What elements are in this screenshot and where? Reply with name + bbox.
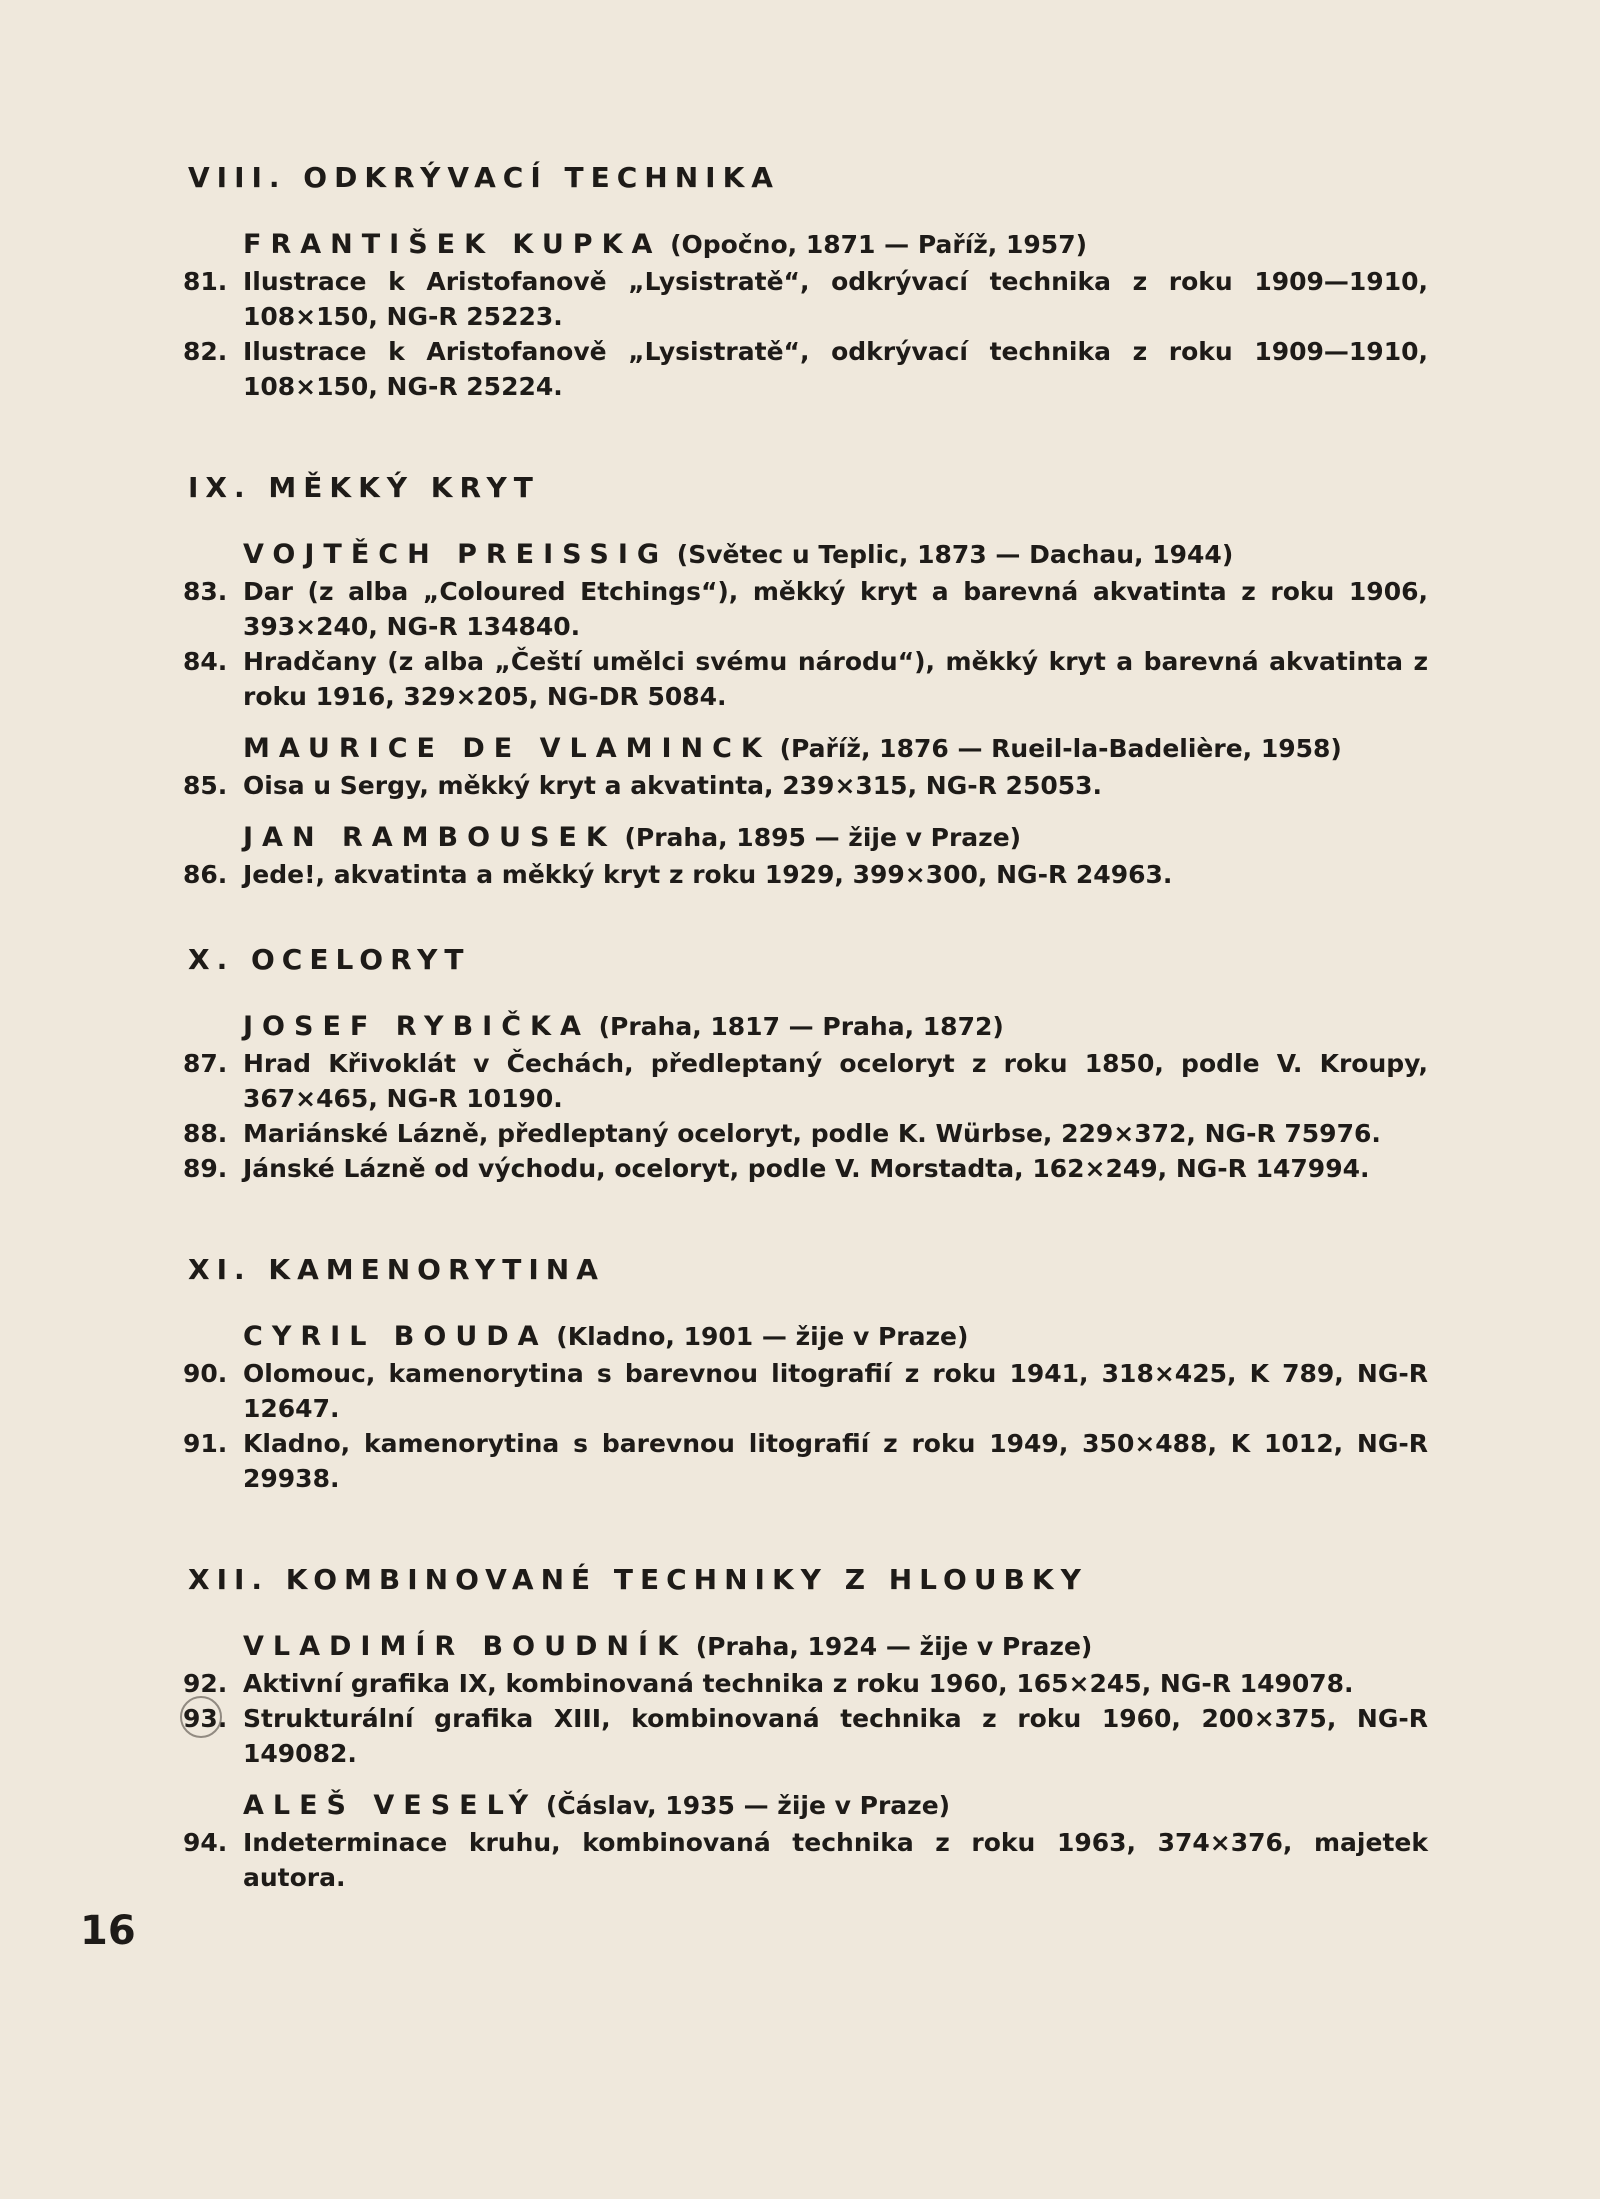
entry-number: 86. — [183, 860, 228, 889]
entry-text: Olomouc, kamenorytina s barevnou litografií z roku 1941, 318×425, K 789, NG-R 12647. — [243, 1359, 1428, 1423]
artist-name: FRANTIŠEK KUPKA — [243, 229, 662, 260]
entry-number: 92. — [183, 1669, 228, 1698]
artist-heading — [243, 1628, 1438, 1666]
artist-heading — [243, 730, 1438, 768]
artist-heading — [243, 1008, 1438, 1046]
entry-text: Dar (z alba „Coloured Etchings“), měkký kryt a barevná akvatinta z roku 1906, 393×240, NG-R 134840. — [243, 577, 1428, 641]
artist-name: CYRIL BOUDA — [243, 1321, 548, 1352]
entry-number: 84. — [183, 647, 228, 676]
catalog-entry — [183, 1151, 1428, 1186]
page-content — [183, 158, 1438, 1895]
catalog-entry — [183, 768, 1428, 803]
entry-number: 93. — [183, 1704, 228, 1733]
entry-number: 94. — [183, 1828, 228, 1857]
entry-text: Jede!, akvatinta a měkký kryt z roku 1929, 399×300, NG-R 24963. — [243, 860, 1173, 889]
section-viii — [183, 158, 1438, 404]
entry-text: Hradčany (z alba „Čeští umělci svému národu“), měkký kryt a barevná akvatinta z roku 1916, 329×205, NG-DR 5084. — [243, 647, 1428, 711]
entry-number: 82. — [183, 337, 228, 366]
artist-heading — [243, 1318, 1438, 1356]
artist-details: (Praha, 1895 — žije v Praze) — [624, 823, 1022, 852]
section-ix — [183, 468, 1438, 892]
section-heading: IX. MĚKKÝ KRYT — [188, 471, 540, 504]
entry-number: 89. — [183, 1154, 228, 1183]
section-xii — [183, 1560, 1438, 1895]
entry-number: 91. — [183, 1429, 228, 1458]
entry-text: Ilustrace k Aristofanově „Lysistratě“, odkrývací technika z roku 1909—1910, 108×150, NG-R 25224. — [243, 337, 1428, 401]
catalog-entry — [183, 334, 1428, 404]
entry-number: 85. — [183, 771, 228, 800]
catalog-entry — [183, 1046, 1428, 1116]
catalog-entry — [183, 644, 1428, 714]
section-xi — [183, 1250, 1438, 1496]
artist-details: (Světec u Teplic, 1873 — Dachau, 1944) — [676, 540, 1234, 569]
entry-number: 81. — [183, 267, 228, 296]
artist-name: VLADIMÍR BOUDNÍK — [243, 1631, 687, 1662]
catalog-entry — [183, 1356, 1428, 1426]
entry-text: Hrad Křivoklát v Čechách, předleptaný oceloryt z roku 1850, podle V. Kroupy, 367×465, NG-R 10190. — [243, 1049, 1428, 1113]
artist-name: ALEŠ VESELÝ — [243, 1790, 538, 1821]
entry-text: Jánské Lázně od východu, oceloryt, podle V. Morstadta, 162×249, NG-R 147994. — [243, 1154, 1370, 1183]
artist-details: (Opočno, 1871 — Paříž, 1957) — [670, 230, 1088, 259]
artist-heading — [243, 226, 1438, 264]
artist-name: JOSEF RYBIČKA — [243, 1011, 590, 1042]
pencil-circle-mark — [180, 1696, 222, 1738]
entry-text: Aktivní grafika IX, kombinovaná technika z roku 1960, 165×245, NG-R 149078. — [243, 1669, 1354, 1698]
entry-text: Oisa u Sergy, měkký kryt a akvatinta, 239×315, NG-R 25053. — [243, 771, 1103, 800]
section-heading: VIII. ODKRÝVACÍ TECHNIKA — [188, 161, 780, 194]
entry-number: 90. — [183, 1359, 228, 1388]
page-number: 16 — [80, 1908, 136, 1954]
catalog-entry — [183, 1426, 1428, 1496]
artist-details: (Praha, 1924 — žije v Praze) — [695, 1632, 1093, 1661]
artist-details: (Paříž, 1876 — Rueil-la-Badelière, 1958) — [779, 734, 1342, 763]
entry-number: 88. — [183, 1119, 228, 1148]
artist-name: VOJTĚCH PREISSIG — [243, 539, 669, 570]
section-heading: XII. KOMBINOVANÉ TECHNIKY Z HLOUBKY — [188, 1563, 1088, 1596]
section-heading: X. OCELORYT — [188, 943, 471, 976]
artist-details: (Praha, 1817 — Praha, 1872) — [598, 1012, 1004, 1041]
artist-details: (Čáslav, 1935 — žije v Praze) — [545, 1791, 951, 1820]
section-heading: XI. KAMENORYTINA — [188, 1253, 605, 1286]
catalog-entry — [183, 1825, 1428, 1895]
artist-details: (Kladno, 1901 — žije v Praze) — [556, 1322, 969, 1351]
catalog-entry — [183, 857, 1428, 892]
artist-heading — [243, 1787, 1438, 1825]
entry-text: Indeterminace kruhu, kombinovaná technika z roku 1963, 374×376, majetek autora. — [243, 1828, 1428, 1892]
entry-text: Mariánské Lázně, předleptaný oceloryt, podle K. Würbse, 229×372, NG-R 75976. — [243, 1119, 1381, 1148]
catalog-entry — [183, 1116, 1428, 1151]
entry-number: 83. — [183, 577, 228, 606]
artist-name: JAN RAMBOUSEK — [243, 822, 616, 853]
artist-heading — [243, 536, 1438, 574]
section-x — [183, 940, 1438, 1186]
entry-text: Kladno, kamenorytina s barevnou litografií z roku 1949, 350×488, K 1012, NG-R 29938. — [243, 1429, 1428, 1493]
catalog-entry — [183, 264, 1428, 334]
entry-text: Ilustrace k Aristofanově „Lysistratě“, odkrývací technika z roku 1909—1910, 108×150, NG-R 25223. — [243, 267, 1428, 331]
artist-name: MAURICE DE VLAMINCK — [243, 733, 771, 764]
artist-heading — [243, 819, 1438, 857]
catalog-entry — [183, 574, 1428, 644]
catalog-entry — [183, 1666, 1428, 1701]
entry-text: Strukturální grafika XIII, kombinovaná technika z roku 1960, 200×375, NG-R 149082. — [243, 1704, 1428, 1768]
entry-number: 87. — [183, 1049, 228, 1078]
catalog-entry — [183, 1701, 1428, 1771]
